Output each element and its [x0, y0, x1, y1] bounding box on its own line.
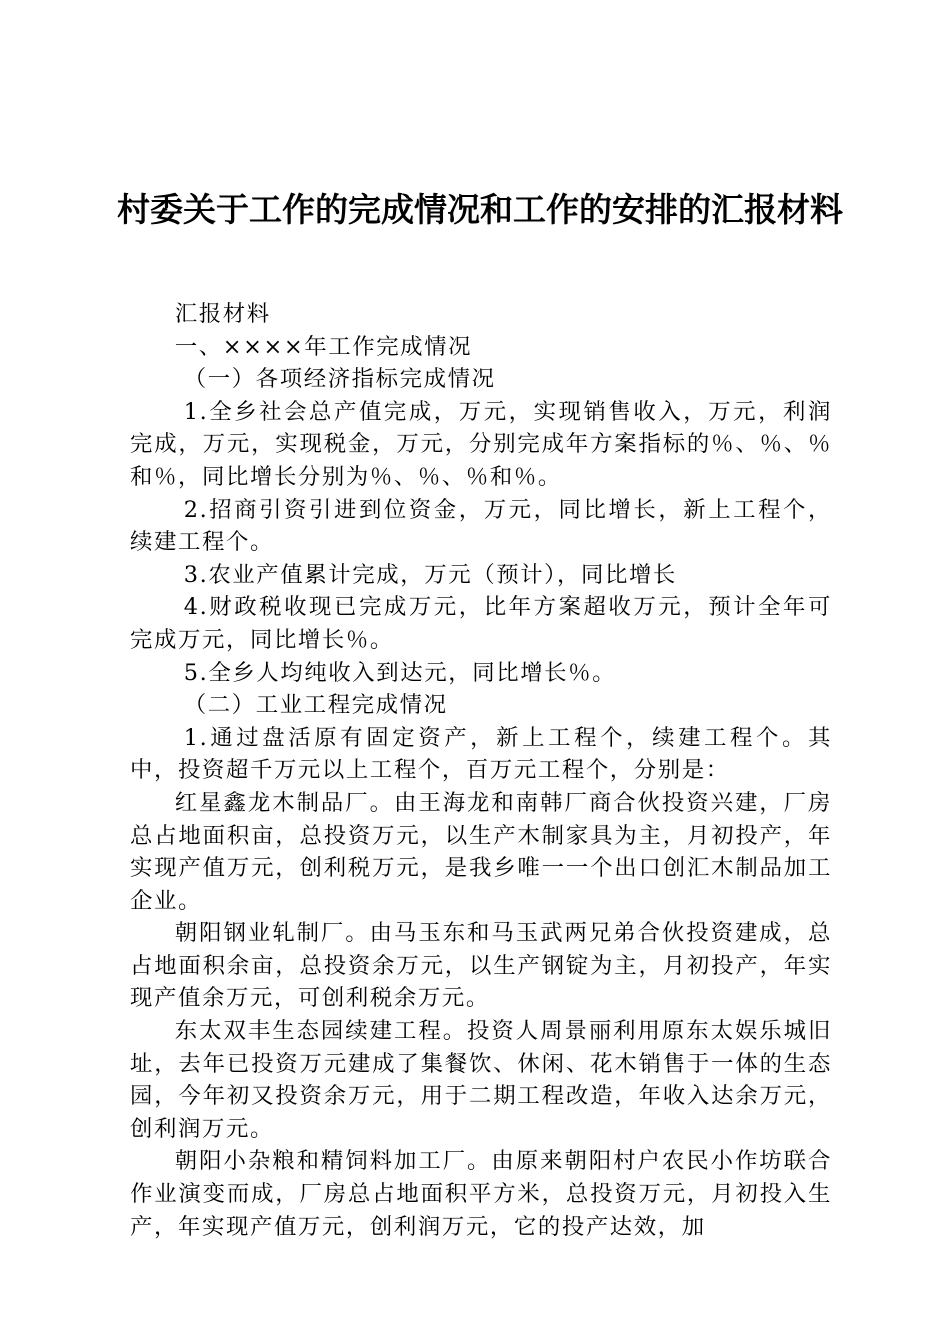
heading-industrial-projects: （二）工业工程完成情况: [183, 692, 448, 719]
document-title: 村委关于工作的完成情况和工作的安排的汇报材料: [117, 190, 843, 229]
paragraph-item-4: 4.财政税收现已完成万元，比年方案超收万元，预计全年可完成万元，同比增长％。: [130, 594, 832, 653]
paragraph-item-5: 5.全乡人均纯收入到达元，同比增长％。: [183, 659, 617, 686]
paragraph-item-1: 1.全乡社会总产值完成，万元，实现销售收入，万元，利润完成，万元，实现税金，万元，分别完成年方案指标的％、％、％和％，同比增长分别为％、％、％和％。: [130, 398, 832, 490]
paragraph-item-3: 3.农业产值累计完成，万元（预计），同比增长: [183, 561, 677, 588]
heading-economic-indicators: （一）各项经济指标完成情况: [183, 366, 496, 393]
document-body: [130, 298, 832, 1243]
paragraph-chaoyang-steel: 朝阳钢业轧制厂。由马玉东和马玉武两兄弟合伙投资建成，总占地面积余亩，总投资余万元，以生产钢锭为主，月初投产，年实现产值余万元，可创利税余万元。: [130, 920, 832, 1012]
heading-section-one: 一、××××年工作完成情况: [174, 333, 473, 360]
paragraph-project-overview: 1.通过盘活原有固定资产，新上工程个，续建工程个。其中，投资超千万元以上工程个，百万元工程个，分别是：: [130, 724, 832, 784]
paragraph-report-label: 汇报材料: [174, 301, 271, 327]
paragraph-item-2: 2.招商引资引进到位资金，万元，同比增长，新上工程个，续建工程个。: [130, 496, 832, 556]
paragraph-dongtai-ecopark: 东太双丰生态园续建工程。投资人周景丽利用原东太娱乐城旧址，去年已投资万元建成了集餐饮、休闲、花木销售于一体的生态园，今年初又投资余万元，用于二期工程改造，年收入达余万元，创利润万元。: [130, 1018, 832, 1142]
paragraph-chaoyang-grain: 朝阳小杂粮和精饲料加工厂。由原来朝阳村户农民小作坊联合作业演变而成，厂房总占地面积平方米，总投资万元，月初投入生产，年实现产值万元，创利润万元，它的投产达效，加: [130, 1148, 832, 1240]
paragraph-hongxing-factory: 红星鑫龙木制品厂。由王海龙和南韩厂商合伙投资兴建，厂房总占地面积亩，总投资万元，以生产木制家具为主，月初投产，年实现产值万元，创利税万元，是我乡唯一一个出口创汇木制品加工企业。: [130, 789, 832, 914]
